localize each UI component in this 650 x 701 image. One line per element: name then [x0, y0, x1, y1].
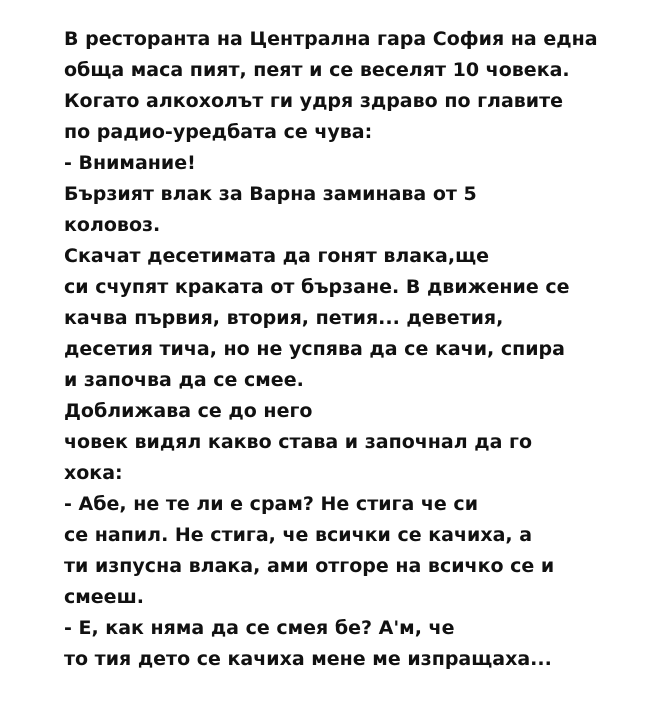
- text-line: Доближава се до него: [64, 400, 313, 422]
- text-line: смееш.: [64, 586, 144, 608]
- text-line: Скачат десетимата да гонят влака,ще: [64, 245, 489, 267]
- text-line: се напил. Не стига, че всички се качиха, а: [64, 524, 533, 546]
- text-line: и започва да се смее.: [64, 369, 304, 391]
- text-line: обща маса пият, пеят и се веселят 10 човека.: [64, 59, 570, 81]
- text-line: по радио-уредбата се чува:: [64, 121, 373, 143]
- text-line: качва първия, втория, петия... деветия,: [64, 307, 504, 329]
- text-line: Бързият влак за Варна заминава от 5: [64, 183, 477, 205]
- text-line: - Е, как няма да се смея бе? А'м, че: [64, 617, 455, 639]
- text-line: - Абе, не те ли е срам? Не стига че си: [64, 493, 479, 515]
- text-line: коловоз.: [64, 214, 161, 236]
- text-line: десетия тича, но не успява да се качи, спира: [64, 338, 565, 360]
- text-line: човек видял какво става и започнал да го: [64, 431, 533, 453]
- text-line: си счупят краката от бързане. В движение се: [64, 276, 570, 298]
- text-line: хока:: [64, 462, 123, 484]
- text-line: - Внимание!: [64, 152, 196, 174]
- text-line: В ресторанта на Централна гара София на една: [64, 28, 598, 50]
- text-line: то тия дето се качиха мене ме изпращаха...: [64, 648, 552, 670]
- text-line: ти изпусна влака, ами отгоре на всичко се и: [64, 555, 555, 577]
- text-line: Когато алкохолът ги удря здраво по главите: [64, 90, 564, 112]
- joke-text-block: [64, 24, 624, 675]
